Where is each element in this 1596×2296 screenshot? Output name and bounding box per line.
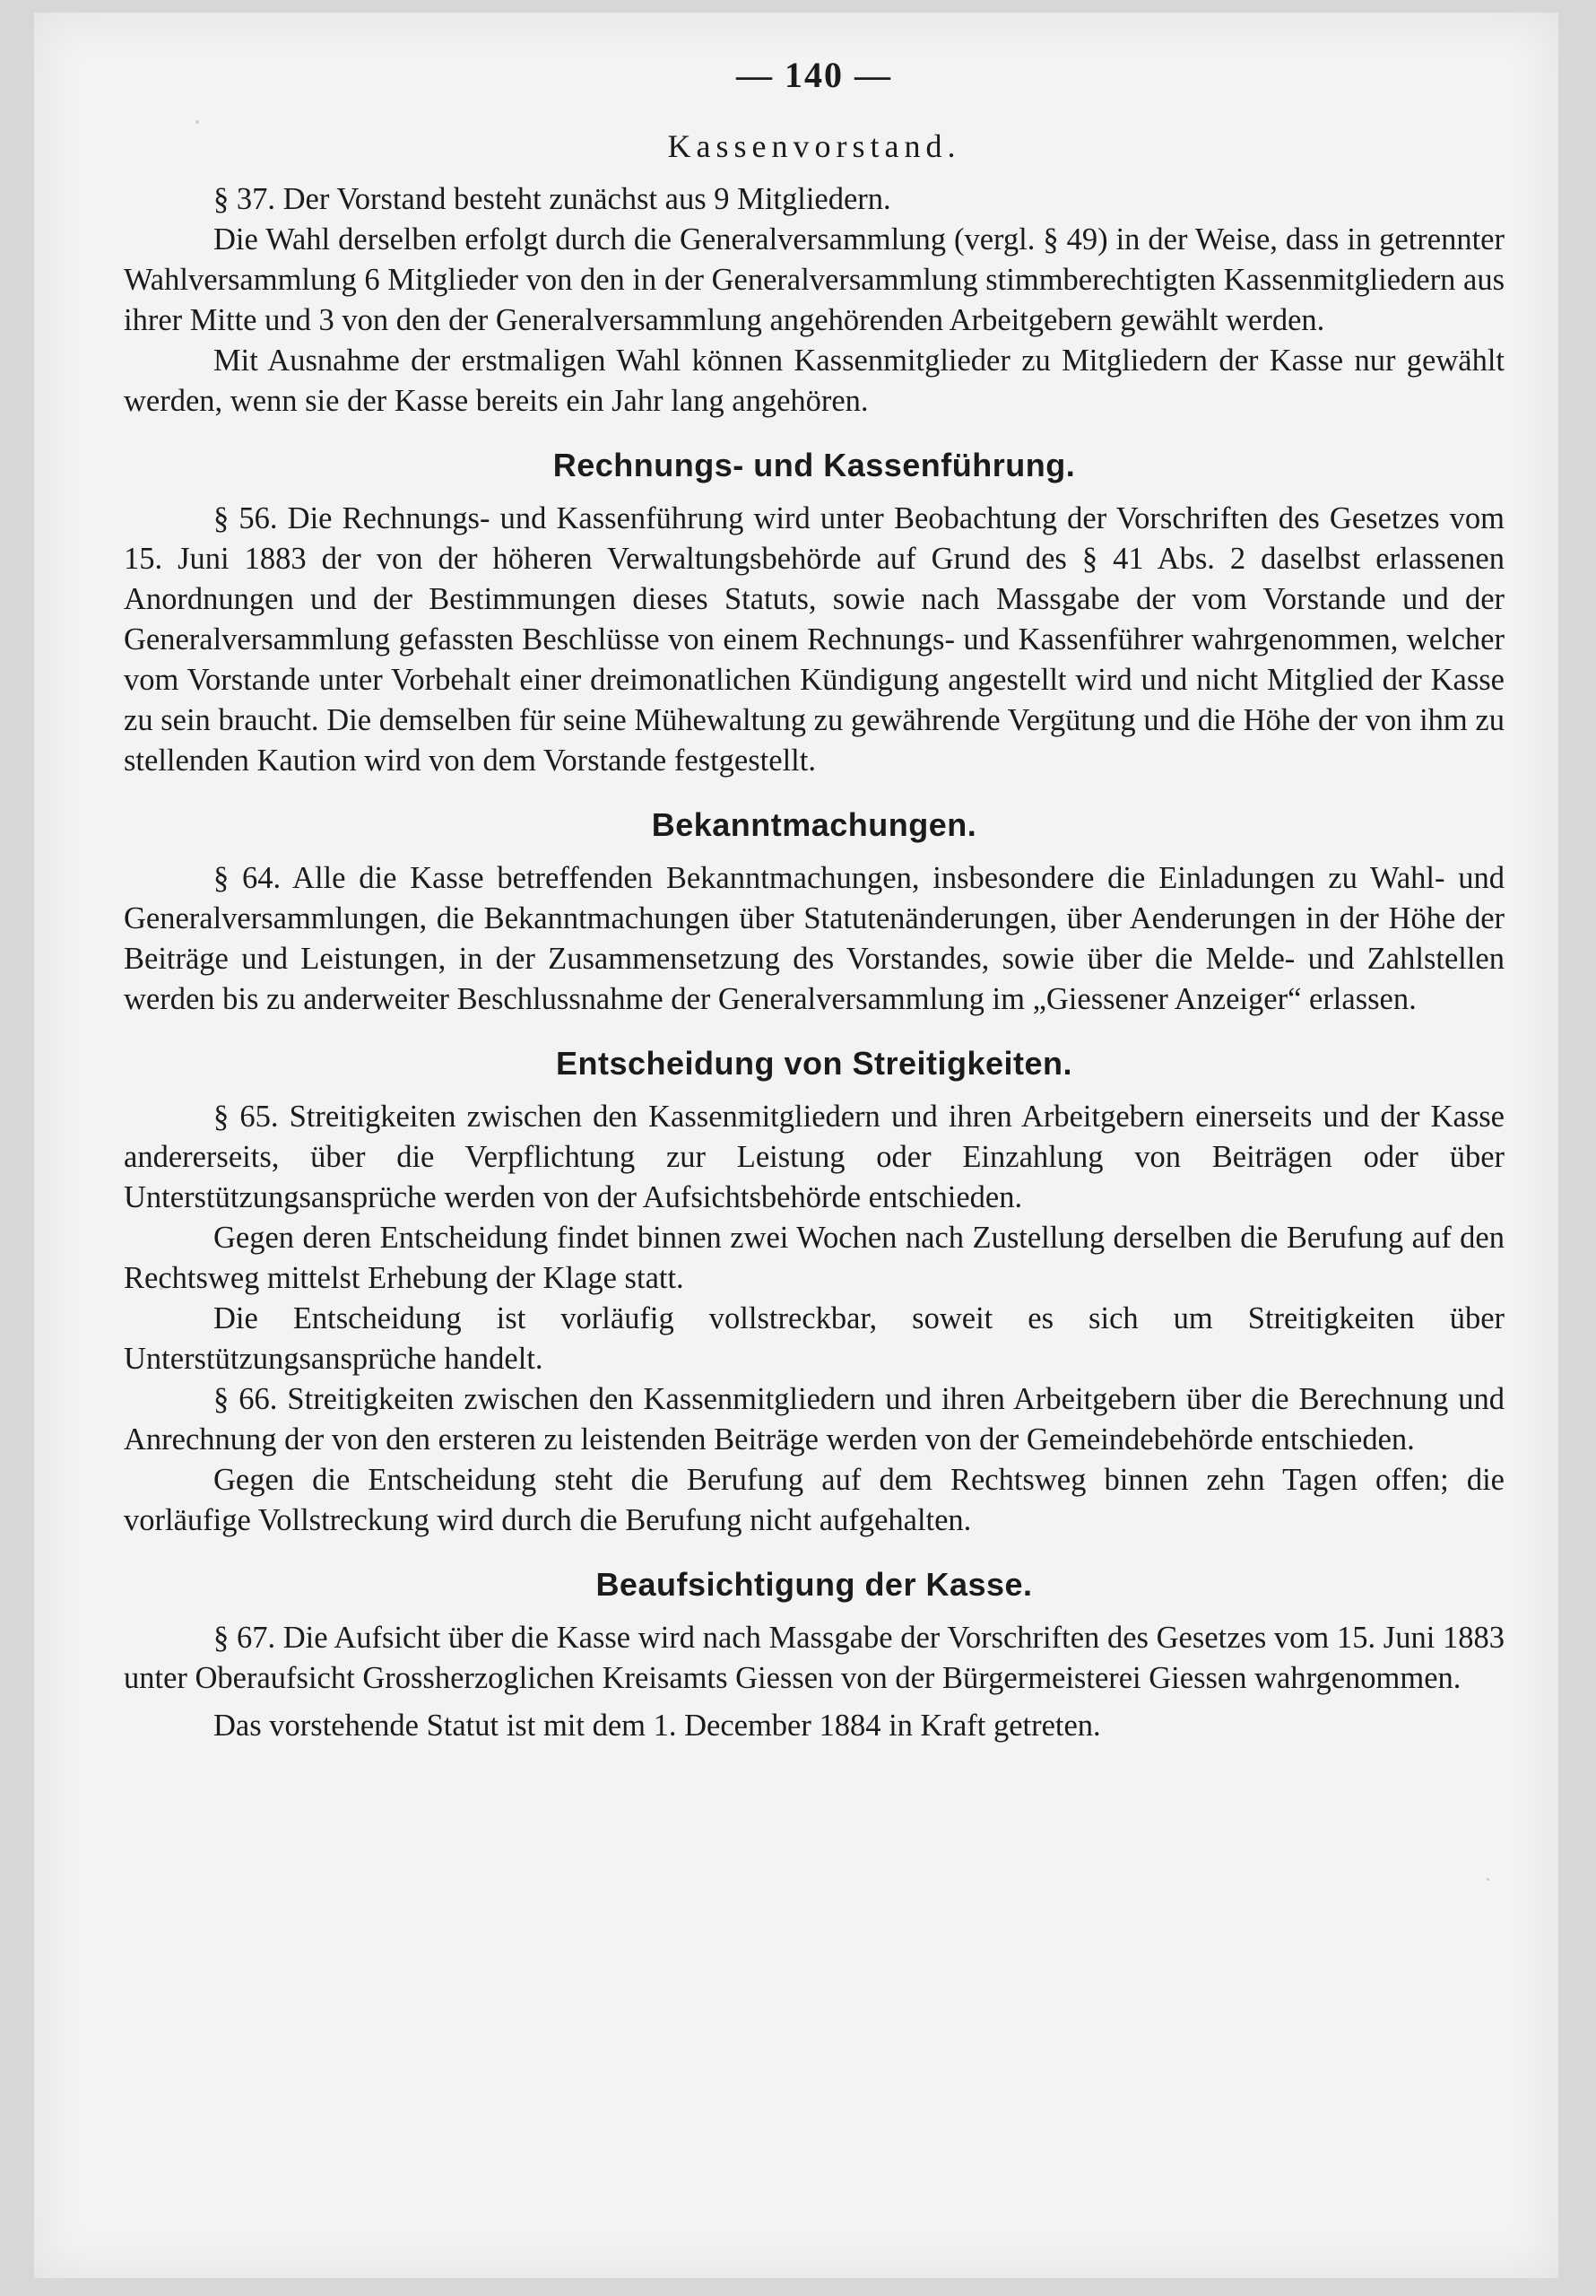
- document-page: [34, 13, 1558, 2278]
- page-number: — 140 —: [736, 55, 892, 95]
- page-text: [124, 48, 1505, 1746]
- paragraph: Gegen die Entscheidung steht die Berufung auf dem Rechtsweg binnen zehn Tagen offen; die vorläufige Vollstreckung wird durch die Berufung nicht aufgehalten.: [124, 1463, 1505, 1537]
- section-heading-bekanntmachungen: Bekanntmachungen.: [651, 806, 977, 843]
- section-heading-rechnungsfuehrung: Rechnungs- und Kassenführung.: [552, 447, 1076, 483]
- paragraph: Die Entscheidung ist vorläufig vollstreckbar, soweit es sich um Streitigkeiten über Unterstützungsansprüche handelt.: [124, 1301, 1505, 1376]
- paragraph: § 56. Die Rechnungs- und Kassenführung wird unter Beobachtung der Vorschriften des Gesetzes vom 15. Juni 1883 der von der höheren Verwaltungsbehörde auf Grund des § 41 Abs. 2 daselbst erlassenen Anordnungen und der Bestimmungen dieses Statuts, sowie nach Massgabe der vom Vorstande und der Generalversammlung gefassten Beschlüsse von einem Rechnungs- und Kassenführer wahrgenommen, welcher vom Vorstande unter Vorbehalt einer dreimonatlichen Kündigung angestellt wird und nicht Mitglied der Kasse zu sein braucht. Die demselben für seine Mühewaltung zu gewährende Vergütung und die Höhe der von ihm zu stellenden Kaution wird von dem Vorstande festgestellt.: [124, 501, 1505, 778]
- paragraph: § 64. Alle die Kasse betreffenden Bekanntmachungen, insbesondere die Einladungen zu Wahl- und Generalversammlungen, die Bekanntmachungen über Statutenänderungen, über Aenderungen in der Höhe der Beiträge und Leistungen, in der Zusammensetzung des Vorstandes, sowie über die Melde- und Zahlstellen werden bis zu anderweiter Beschlussnahme der Generalversammlung im „Giessener Anzeiger“ erlassen.: [124, 861, 1505, 1016]
- paragraph: Gegen deren Entscheidung findet binnen zwei Wochen nach Zustellung derselben die Berufung auf den Rechtsweg mittelst Erhebung der Klage statt.: [124, 1221, 1505, 1295]
- paragraph: § 65. Streitigkeiten zwischen den Kassenmitgliedern und ihren Arbeitgebern einerseits und der Kasse andererseits, über die Verpflichtung zur Leistung oder Einzahlung von Beiträgen oder über Unterstützungsansprüche werden von der Aufsichtsbehörde entschieden.: [124, 1100, 1505, 1214]
- closing-statement: Das vorstehende Statut ist mit dem 1. December 1884 in Kraft getreten.: [213, 1709, 1101, 1743]
- paragraph: § 67. Die Aufsicht über die Kasse wird nach Massgabe der Vorschriften des Gesetzes vom 15. Juni 1883 unter Oberaufsicht Grossherzoglichen Kreisamts Giessen von der Bürgermeisterei Giessen wahrgenommen.: [124, 1621, 1505, 1695]
- section-heading-streitigkeiten: Entscheidung von Streitigkeiten.: [555, 1045, 1073, 1082]
- paragraph: § 37. Der Vorstand besteht zunächst aus 9 Mitgliedern.: [213, 182, 891, 216]
- section-heading-beaufsichtigung: Beaufsichtigung der Kasse.: [595, 1566, 1033, 1603]
- paragraph: Die Wahl derselben erfolgt durch die Generalversammlung (vergl. § 49) in der Weise, dass in getrennter Wahlversammlung 6 Mitglieder von den in der Generalversammlung stimmberechtigten Kassenmitgliedern aus ihrer Mitte und 3 von den der Generalversammlung angehörenden Arbeitgebern gewählt werden.: [124, 222, 1505, 337]
- paragraph: Mit Ausnahme der erstmaligen Wahl können Kassenmitglieder zu Mitgliedern der Kasse nur gewählt werden, wenn sie der Kasse bereits ein Jahr lang angehören.: [124, 344, 1505, 418]
- section-heading-kassenvorstand: Kassenvorstand.: [667, 128, 961, 164]
- scan-speck: [1487, 1878, 1489, 1881]
- paragraph: § 66. Streitigkeiten zwischen den Kassenmitgliedern und ihren Arbeitgebern über die Berechnung und Anrechnung der von den ersteren zu leistenden Beiträge werden von der Gemeindebehörde entschieden.: [124, 1382, 1505, 1457]
